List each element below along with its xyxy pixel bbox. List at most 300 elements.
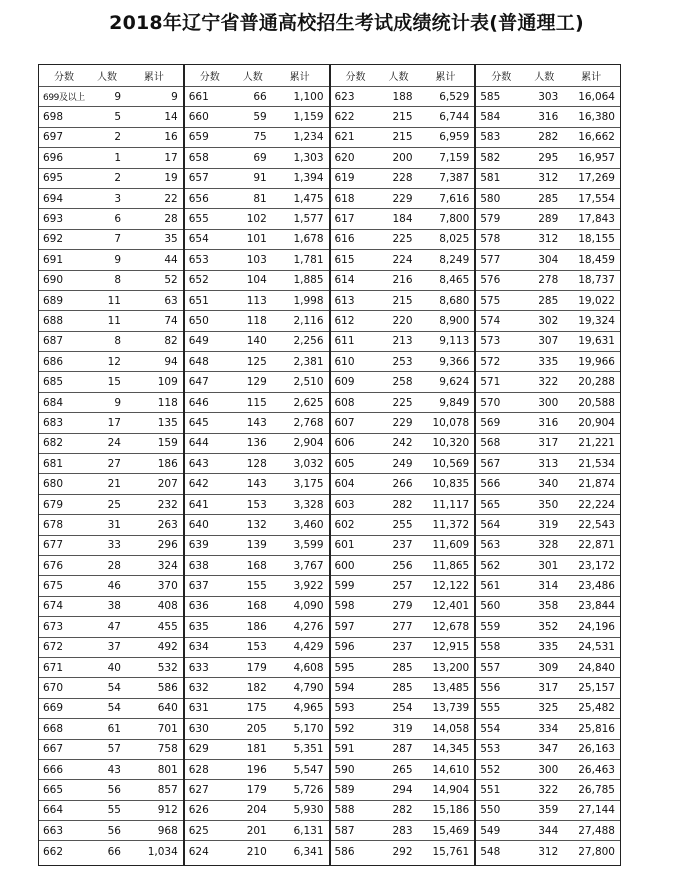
- cumulative-cell: 2,116: [293, 314, 324, 327]
- count-cell: 237: [392, 641, 413, 654]
- score-cell: 693: [43, 213, 64, 226]
- score-cell: 551: [480, 783, 501, 796]
- score-cell: 682: [43, 437, 64, 450]
- score-cell: 673: [43, 620, 64, 633]
- count-cell: 33: [107, 539, 121, 552]
- cumulative-cell: 16,662: [578, 131, 615, 144]
- score-cell: 615: [334, 253, 355, 266]
- score-cell: 678: [43, 518, 64, 531]
- table-row: [476, 495, 620, 515]
- cumulative-cell: 23,172: [578, 559, 615, 572]
- table-row: [185, 597, 329, 617]
- count-cell: 312: [538, 845, 559, 858]
- cumulative-cell: 455: [157, 620, 178, 633]
- table-row: [39, 250, 183, 270]
- table-row: [39, 148, 183, 168]
- table-row: [185, 352, 329, 372]
- score-cell: 641: [188, 498, 209, 511]
- score-cell: 605: [334, 457, 355, 470]
- count-cell: 47: [107, 620, 121, 633]
- table-row: [331, 617, 475, 637]
- cumulative-cell: 324: [157, 559, 178, 572]
- table-row: [39, 699, 183, 719]
- score-cell: 680: [43, 478, 64, 491]
- count-cell: 294: [392, 783, 413, 796]
- score-cell: 620: [334, 151, 355, 164]
- table-row: [331, 250, 475, 270]
- cumulative-cell: 17,554: [578, 192, 615, 205]
- count-cell: 11: [107, 314, 121, 327]
- score-cell: 642: [188, 478, 209, 491]
- table-row: [331, 393, 475, 413]
- score-cell: 618: [334, 192, 355, 205]
- score-cell: 574: [480, 314, 501, 327]
- score-cell: 643: [188, 457, 209, 470]
- cumulative-cell: 17: [164, 151, 178, 164]
- count-cell: 295: [538, 151, 559, 164]
- cumulative-cell: 118: [157, 396, 178, 409]
- cumulative-cell: 4,965: [293, 702, 324, 715]
- count-cell: 347: [538, 743, 559, 756]
- count-cell: 188: [392, 90, 413, 103]
- score-cell: 685: [43, 376, 64, 389]
- score-cell: 598: [334, 600, 355, 613]
- cumulative-cell: 9,366: [439, 355, 470, 368]
- score-cell: 582: [480, 151, 501, 164]
- table-row: [39, 740, 183, 760]
- count-cell: 66: [253, 90, 267, 103]
- count-cell: 17: [107, 416, 121, 429]
- cumulative-cell: 758: [157, 743, 178, 756]
- table-row: [331, 413, 475, 433]
- table-row: [476, 780, 620, 800]
- cumulative-cell: 186: [157, 457, 178, 470]
- table-row: [476, 250, 620, 270]
- table-row: [185, 678, 329, 698]
- cumulative-cell: 19,631: [578, 335, 615, 348]
- cumulative-cell: 26,785: [578, 783, 615, 796]
- table-row: [185, 515, 329, 535]
- count-cell: 340: [538, 478, 559, 491]
- table-row: [331, 556, 475, 576]
- table-row: [185, 291, 329, 311]
- cumulative-cell: 2,256: [293, 335, 324, 348]
- count-cell: 155: [246, 580, 267, 593]
- table-row: [185, 189, 329, 209]
- table-row: [39, 821, 183, 841]
- score-cell: 677: [43, 539, 64, 552]
- cumulative-cell: 2,625: [293, 396, 324, 409]
- score-cell: 550: [480, 804, 501, 817]
- cumulative-cell: 22,224: [578, 498, 615, 511]
- cumulative-cell: 35: [164, 233, 178, 246]
- cumulative-cell: 25,816: [578, 722, 615, 735]
- cumulative-cell: 2,510: [293, 376, 324, 389]
- count-cell: 139: [246, 539, 267, 552]
- score-cell: 549: [480, 824, 501, 837]
- count-cell: 314: [538, 580, 559, 593]
- table-row: [476, 821, 620, 841]
- cumulative-cell: 1,034: [147, 845, 178, 858]
- score-cell: 650: [188, 314, 209, 327]
- score-statistics-table: [38, 64, 621, 866]
- count-cell: 224: [392, 253, 413, 266]
- score-cell: 597: [334, 620, 355, 633]
- table-row: [476, 556, 620, 576]
- table-row: [185, 87, 329, 107]
- count-cell: 8: [114, 274, 121, 287]
- score-cell: 621: [334, 131, 355, 144]
- count-cell: 136: [246, 437, 267, 450]
- cumulative-cell: 26,463: [578, 763, 615, 776]
- count-cell: 319: [392, 722, 413, 735]
- count-cell: 302: [538, 314, 559, 327]
- count-cell: 66: [107, 845, 121, 858]
- cumulative-cell: 20,288: [578, 376, 615, 389]
- table-row: [331, 311, 475, 331]
- score-cell: 648: [188, 355, 209, 368]
- count-cell: 325: [538, 702, 559, 715]
- count-cell: 8: [114, 335, 121, 348]
- cumulative-cell: 109: [157, 376, 178, 389]
- count-cell: 257: [392, 580, 413, 593]
- cumulative-cell: 857: [157, 783, 178, 796]
- cumulative-cell: 1,100: [293, 90, 324, 103]
- score-cell: 616: [334, 233, 355, 246]
- count-cell: 229: [392, 192, 413, 205]
- count-cell: 265: [392, 763, 413, 776]
- count-cell: 200: [392, 151, 413, 164]
- table-header-row: [476, 65, 620, 87]
- score-cell: 614: [334, 274, 355, 287]
- table-row: [476, 576, 620, 596]
- score-cell: 571: [480, 376, 501, 389]
- score-cell: 580: [480, 192, 501, 205]
- table-row: [185, 271, 329, 291]
- cumulative-cell: 11,117: [432, 498, 470, 511]
- count-cell: 1: [114, 151, 121, 164]
- count-cell: 322: [538, 783, 559, 796]
- count-header: 人数: [534, 72, 555, 83]
- score-cell: 601: [334, 539, 355, 552]
- cumulative-cell: 2,381: [293, 355, 324, 368]
- score-cell: 669: [43, 702, 64, 715]
- count-cell: 277: [392, 620, 413, 633]
- score-cell: 632: [188, 682, 209, 695]
- table-row: [331, 434, 475, 454]
- table-row: [476, 128, 620, 148]
- cumulative-cell: 3,175: [293, 478, 324, 491]
- cumulative-cell: 82: [164, 335, 178, 348]
- count-cell: 28: [107, 559, 121, 572]
- count-cell: 3: [114, 192, 121, 205]
- cumulative-cell: 1,303: [293, 151, 324, 164]
- cumulative-cell: 13,739: [432, 702, 470, 715]
- cumulative-cell: 8,025: [439, 233, 470, 246]
- cumulative-cell: 5,726: [293, 783, 324, 796]
- count-cell: 175: [246, 702, 267, 715]
- cumulative-cell: 6,131: [293, 824, 324, 837]
- cumulative-cell: 5,351: [293, 743, 324, 756]
- count-cell: 43: [107, 763, 121, 776]
- table-row: [476, 678, 620, 698]
- score-cell: 587: [334, 824, 355, 837]
- count-cell: 103: [246, 253, 267, 266]
- cumulative-cell: 19,966: [578, 355, 615, 368]
- cumulative-cell: 640: [157, 702, 178, 715]
- cumulative-cell: 14,904: [432, 783, 470, 796]
- table-row: [476, 801, 620, 821]
- table-row: [331, 148, 475, 168]
- cumulative-cell: 27,144: [578, 804, 615, 817]
- cumulative-cell: 15,186: [432, 804, 470, 817]
- cumulative-cell: 16: [164, 131, 178, 144]
- table-row: [185, 250, 329, 270]
- count-cell: 301: [538, 559, 559, 572]
- count-cell: 201: [246, 824, 267, 837]
- score-cell: 556: [480, 682, 501, 695]
- table-row: [39, 372, 183, 392]
- cumulative-cell: 12,915: [432, 641, 470, 654]
- table-row: [185, 821, 329, 841]
- score-cell: 581: [480, 172, 501, 185]
- score-cell: 656: [188, 192, 209, 205]
- table-row: [476, 230, 620, 250]
- cumulative-cell: 3,599: [293, 539, 324, 552]
- count-cell: 31: [107, 518, 121, 531]
- cumulative-cell: 19,324: [578, 314, 615, 327]
- score-cell: 638: [188, 559, 209, 572]
- table-row: [39, 189, 183, 209]
- cumulative-cell: 24,196: [578, 620, 615, 633]
- cumulative-cell: 26,163: [578, 743, 615, 756]
- cumulative-cell: 4,276: [293, 620, 324, 633]
- table-block: [183, 65, 329, 865]
- cumulative-cell: 10,835: [432, 478, 470, 491]
- cumulative-cell: 10,320: [432, 437, 470, 450]
- score-cell: 627: [188, 783, 209, 796]
- score-cell: 583: [480, 131, 501, 144]
- count-cell: 283: [392, 824, 413, 837]
- score-cell: 683: [43, 416, 64, 429]
- table-row: [185, 393, 329, 413]
- score-cell: 663: [43, 824, 64, 837]
- cumulative-cell: 9: [171, 90, 178, 103]
- table-row: [185, 699, 329, 719]
- score-cell: 572: [480, 355, 501, 368]
- count-cell: 317: [538, 437, 559, 450]
- score-cell: 631: [188, 702, 209, 715]
- score-cell: 593: [334, 702, 355, 715]
- count-cell: 125: [246, 355, 267, 368]
- table-row: [331, 189, 475, 209]
- count-cell: 249: [392, 457, 413, 470]
- cumulative-cell: 23,486: [578, 580, 615, 593]
- cumulative-cell: 586: [157, 682, 178, 695]
- cumulative-cell: 701: [157, 722, 178, 735]
- cumulative-cell: 3,032: [293, 457, 324, 470]
- table-header-row: [39, 65, 183, 87]
- score-cell: 690: [43, 274, 64, 287]
- cumulative-cell: 207: [157, 478, 178, 491]
- count-cell: 6: [114, 213, 121, 226]
- count-cell: 210: [246, 845, 267, 858]
- table-row: [39, 271, 183, 291]
- cumulative-cell: 14: [164, 111, 178, 124]
- table-block: [474, 65, 620, 865]
- count-cell: 216: [392, 274, 413, 287]
- cumulative-cell: 22,871: [578, 539, 615, 552]
- cumulative-cell: 24,840: [578, 661, 615, 674]
- cumulative-cell: 44: [164, 253, 178, 266]
- table-row: [185, 128, 329, 148]
- count-cell: 143: [246, 478, 267, 491]
- cumulative-cell: 370: [157, 580, 178, 593]
- score-cell: 624: [188, 845, 209, 858]
- score-cell: 554: [480, 722, 501, 735]
- table-row: [39, 291, 183, 311]
- table-row: [476, 454, 620, 474]
- count-cell: 81: [253, 192, 267, 205]
- score-cell: 686: [43, 355, 64, 368]
- count-cell: 118: [246, 314, 267, 327]
- score-cell: 637: [188, 580, 209, 593]
- cumulative-cell: 1,159: [293, 111, 324, 124]
- count-cell: 9: [114, 253, 121, 266]
- score-cell: 666: [43, 763, 64, 776]
- table-row: [39, 536, 183, 556]
- count-cell: 282: [392, 804, 413, 817]
- table-row: [331, 678, 475, 698]
- table-row: [185, 536, 329, 556]
- count-cell: 91: [253, 172, 267, 185]
- count-cell: 350: [538, 498, 559, 511]
- score-cell: 594: [334, 682, 355, 695]
- table-row: [331, 841, 475, 861]
- count-cell: 352: [538, 620, 559, 633]
- cumulative-cell: 16,064: [578, 90, 615, 103]
- cumulative-cell: 159: [157, 437, 178, 450]
- score-cell: 698: [43, 111, 64, 124]
- count-cell: 128: [246, 457, 267, 470]
- table-row: [476, 658, 620, 678]
- table-row: [39, 515, 183, 535]
- table-row: [185, 760, 329, 780]
- score-cell: 555: [480, 702, 501, 715]
- cumulative-cell: 28: [164, 213, 178, 226]
- table-row: [39, 760, 183, 780]
- score-cell: 696: [43, 151, 64, 164]
- cumulative-cell: 63: [164, 294, 178, 307]
- table-row: [331, 536, 475, 556]
- table-row: [476, 291, 620, 311]
- table-row: [476, 352, 620, 372]
- score-cell: 579: [480, 213, 501, 226]
- table-row: [476, 332, 620, 352]
- score-cell: 584: [480, 111, 501, 124]
- table-row: [476, 617, 620, 637]
- cumulative-header: 累计: [435, 72, 456, 83]
- score-cell: 674: [43, 600, 64, 613]
- score-cell: 611: [334, 335, 355, 348]
- cumulative-cell: 52: [164, 274, 178, 287]
- table-row: [39, 332, 183, 352]
- cumulative-header: 累计: [143, 72, 164, 83]
- cumulative-cell: 14,345: [432, 743, 470, 756]
- count-cell: 358: [538, 600, 559, 613]
- cumulative-cell: 1,998: [293, 294, 324, 307]
- score-cell: 565: [480, 498, 501, 511]
- count-cell: 184: [392, 213, 413, 226]
- table-row: [331, 719, 475, 739]
- table-row: [476, 169, 620, 189]
- cumulative-cell: 23,844: [578, 600, 615, 613]
- score-header: 分数: [345, 72, 366, 83]
- count-cell: 225: [392, 233, 413, 246]
- cumulative-cell: 4,429: [293, 641, 324, 654]
- count-cell: 215: [392, 131, 413, 144]
- count-cell: 46: [107, 580, 121, 593]
- score-cell: 634: [188, 641, 209, 654]
- cumulative-cell: 27,488: [578, 824, 615, 837]
- score-cell: 675: [43, 580, 64, 593]
- cumulative-cell: 2,768: [293, 416, 324, 429]
- score-cell: 664: [43, 804, 64, 817]
- table-row: [39, 617, 183, 637]
- table-row: [39, 801, 183, 821]
- score-cell: 684: [43, 396, 64, 409]
- table-row: [476, 372, 620, 392]
- count-header: 人数: [97, 72, 117, 83]
- cumulative-cell: 5,930: [293, 804, 324, 817]
- count-cell: 256: [392, 559, 413, 572]
- cumulative-cell: 27,800: [578, 845, 615, 858]
- table-row: [476, 740, 620, 760]
- table-row: [39, 393, 183, 413]
- count-cell: 279: [392, 600, 413, 613]
- cumulative-cell: 12,122: [432, 580, 470, 593]
- table-row: [331, 474, 475, 494]
- count-cell: 278: [538, 274, 559, 287]
- score-cell: 636: [188, 600, 209, 613]
- cumulative-cell: 3,328: [293, 498, 324, 511]
- count-cell: 168: [246, 559, 267, 572]
- score-cell: 626: [188, 804, 209, 817]
- table-row: [331, 352, 475, 372]
- score-cell: 564: [480, 518, 501, 531]
- cumulative-cell: 12,678: [432, 620, 470, 633]
- cumulative-cell: 3,767: [293, 559, 324, 572]
- count-cell: 56: [107, 824, 121, 837]
- table-row: [185, 617, 329, 637]
- table-block: [39, 65, 183, 865]
- cumulative-cell: 16,380: [578, 111, 615, 124]
- score-cell: 608: [334, 396, 355, 409]
- count-cell: 304: [538, 253, 559, 266]
- cumulative-cell: 232: [157, 498, 178, 511]
- score-cell: 592: [334, 722, 355, 735]
- score-cell: 659: [188, 131, 209, 144]
- score-cell: 604: [334, 478, 355, 491]
- count-cell: 317: [538, 682, 559, 695]
- table-row: [39, 678, 183, 698]
- score-header: 分数: [54, 72, 74, 83]
- table-row: [476, 719, 620, 739]
- cumulative-cell: 15,761: [432, 845, 470, 858]
- score-cell: 662: [43, 845, 64, 858]
- count-cell: 102: [246, 213, 267, 226]
- score-cell: 630: [188, 722, 209, 735]
